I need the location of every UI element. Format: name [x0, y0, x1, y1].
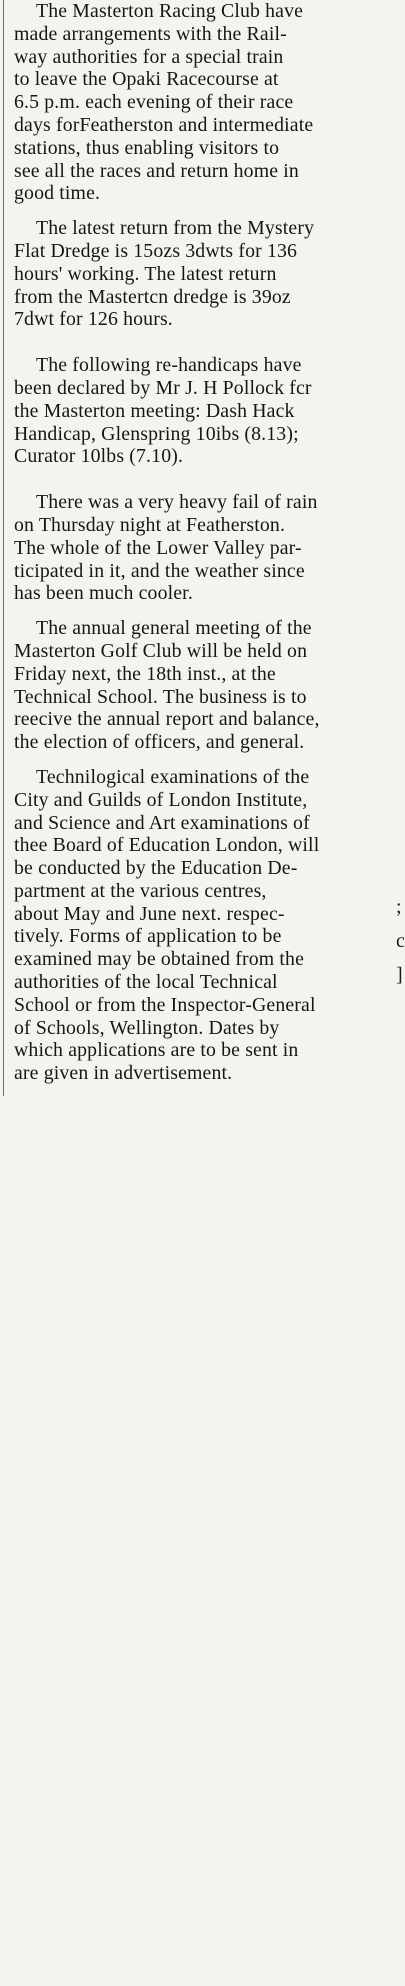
article-line: authorities of the local Technical — [14, 971, 278, 994]
article-line: Technical School. The business is to — [14, 685, 307, 708]
article-line: examined may be obtained from the — [14, 948, 305, 971]
article-line: has been much cooler. — [14, 582, 193, 605]
article-line: to leave the Opaki Racecourse at — [14, 68, 279, 91]
article-line: way authorities for a special train — [14, 45, 284, 68]
edge-mark: c — [396, 930, 405, 952]
article-rehandicaps — [14, 354, 396, 468]
article-line: The latest return from the Mystery — [36, 217, 315, 240]
article-line: 6.5 p.m. each evening of their race — [14, 91, 294, 114]
paragraph-gap — [14, 343, 396, 344]
news-column — [14, 0, 396, 1085]
article-line: stations, thus enabling visitors to — [14, 136, 280, 159]
article-line: on Thursday night at Featherston. — [14, 513, 286, 536]
article-line: the election of officers, and general. — [14, 731, 305, 754]
article-racing-club — [14, 0, 396, 205]
article-line: about May and June next. respec- — [14, 902, 285, 925]
article-line: of Schools, Wellington. Dates by — [14, 1016, 280, 1039]
article-line: The whole of the Lower Valley par- — [14, 536, 302, 559]
paragraph-gap — [14, 211, 396, 212]
article-line: hours' working. The latest return — [14, 262, 277, 285]
article-examinations — [14, 766, 396, 1085]
article-golf-club — [14, 617, 396, 754]
article-line: There was a very heavy fail of rain — [36, 491, 318, 514]
article-line: The Masterton Racing Club have — [36, 0, 304, 22]
paragraph-gap — [14, 611, 396, 612]
paragraph-gap — [14, 760, 396, 761]
article-line: thee Board of Education London, will — [14, 834, 320, 857]
article-line: City and Guilds of London Institute, — [14, 788, 308, 811]
article-line: which applications are to be sent in — [14, 1039, 299, 1062]
article-heavy-rain — [14, 491, 396, 605]
article-line: Friday next, the 18th inst., at the — [14, 662, 276, 685]
article-line: Technilogical examinations of the — [36, 765, 310, 788]
article-line: 7dwt for 126 hours. — [14, 308, 173, 331]
article-line: The annual general meeting of the — [36, 617, 312, 640]
article-line: School or from the Inspector-General — [14, 993, 316, 1016]
article-line: partment at the various centres, — [14, 879, 267, 902]
article-line: good time. — [14, 182, 101, 205]
article-line: made arrangements with the Rail- — [14, 22, 287, 45]
article-line: the Masterton meeting: Dash Hack — [14, 399, 295, 422]
article-line: reecive the annual report and balance, — [14, 708, 320, 731]
article-line: from the Mastertcn dredge is 39oz — [14, 285, 291, 308]
article-line: tively. Forms of application to be — [14, 925, 282, 948]
article-line: The following re-handicaps have — [36, 354, 302, 377]
article-line: are given in advertisement. — [14, 1062, 233, 1085]
edge-mark: ] — [396, 964, 403, 986]
article-line: ticipated in it, and the weather since — [14, 559, 305, 582]
edge-mark: ; — [396, 896, 402, 918]
adjacent-column-edge — [396, 0, 403, 1986]
article-line: see all the races and return home in — [14, 159, 299, 182]
article-dredge-returns — [14, 217, 396, 331]
article-line: Flat Dredge is 15ozs 3dwts for 136 — [14, 239, 298, 262]
paragraph-gap — [14, 480, 396, 481]
column-rule — [3, 0, 4, 1096]
article-line: Masterton Golf Club will be held on — [14, 639, 308, 662]
article-line: be conducted by the Education De- — [14, 857, 298, 880]
article-line: days forFeatherston and intermediate — [14, 113, 314, 136]
article-line: been declared by Mr J. H Pollock fcr — [14, 376, 312, 399]
article-line: and Science and Art examinations of — [14, 811, 310, 834]
article-line: Handicap, Glenspring 10ibs (8.13); — [14, 422, 299, 445]
article-line: Curator 10lbs (7.10). — [14, 445, 184, 468]
